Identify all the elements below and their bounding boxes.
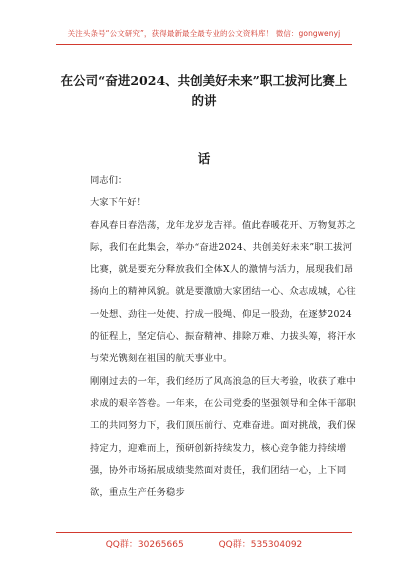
paragraph-1: 春风春日春浩荡，龙年龙岁龙吉祥。值此春暖花开、万物复苏之际，我们在此集会，举办“奋进2024、共创美好未来”职工拔河比赛，就是要充分释放我们全体X人的激情与活力，展现我们昂扬向上的精神风貌。就是要激励大家团结一心、众志成城，心往一处想、劲往一处使、拧成一股绳、仰足一股劲，在逐梦2024的征程上，坚定信心、振奋精神、排除万难、力拔头筹，将汗水与荣光镌刻在祖国的航天事业中。 (90, 219, 356, 365)
header-divider (56, 44, 352, 45)
footer-qq-group-2: QQ群：535304092 (218, 540, 303, 550)
document-title-continuation: 话 (197, 151, 211, 166)
header-banner: 关注头条号“公文研究”，获得最新最全最专业的公文资料库！ 微信：gongwenyj (67, 29, 341, 38)
footer (0, 537, 408, 550)
footer-qq-group-1: QQ群：30265665 (105, 540, 184, 550)
document-title: 在公司“奋进2024、共创美好未来”职工拔河比赛上的讲 (60, 73, 348, 108)
greeting: 大家下午好！ (90, 197, 146, 209)
salutation: 同志们： (90, 175, 128, 186)
document-body (90, 170, 360, 504)
footer-divider (56, 532, 352, 533)
paragraph-2: 刚刚过去的一年，我们经历了风高浪急的巨大考验，收获了难中求成的艰辛答卷。一年来，在公司党委的坚强领导和全体干部职工的共同努力下，我们顶压前行、克难奋进。面对挑战，我们保持定力，迎难而上，预研创新持续发力，核心竞争能力持续增强，协外市场拓展成绩斐然面对责任，我们团结一心，上下同欲，重点生产任务稳步 (90, 375, 356, 499)
